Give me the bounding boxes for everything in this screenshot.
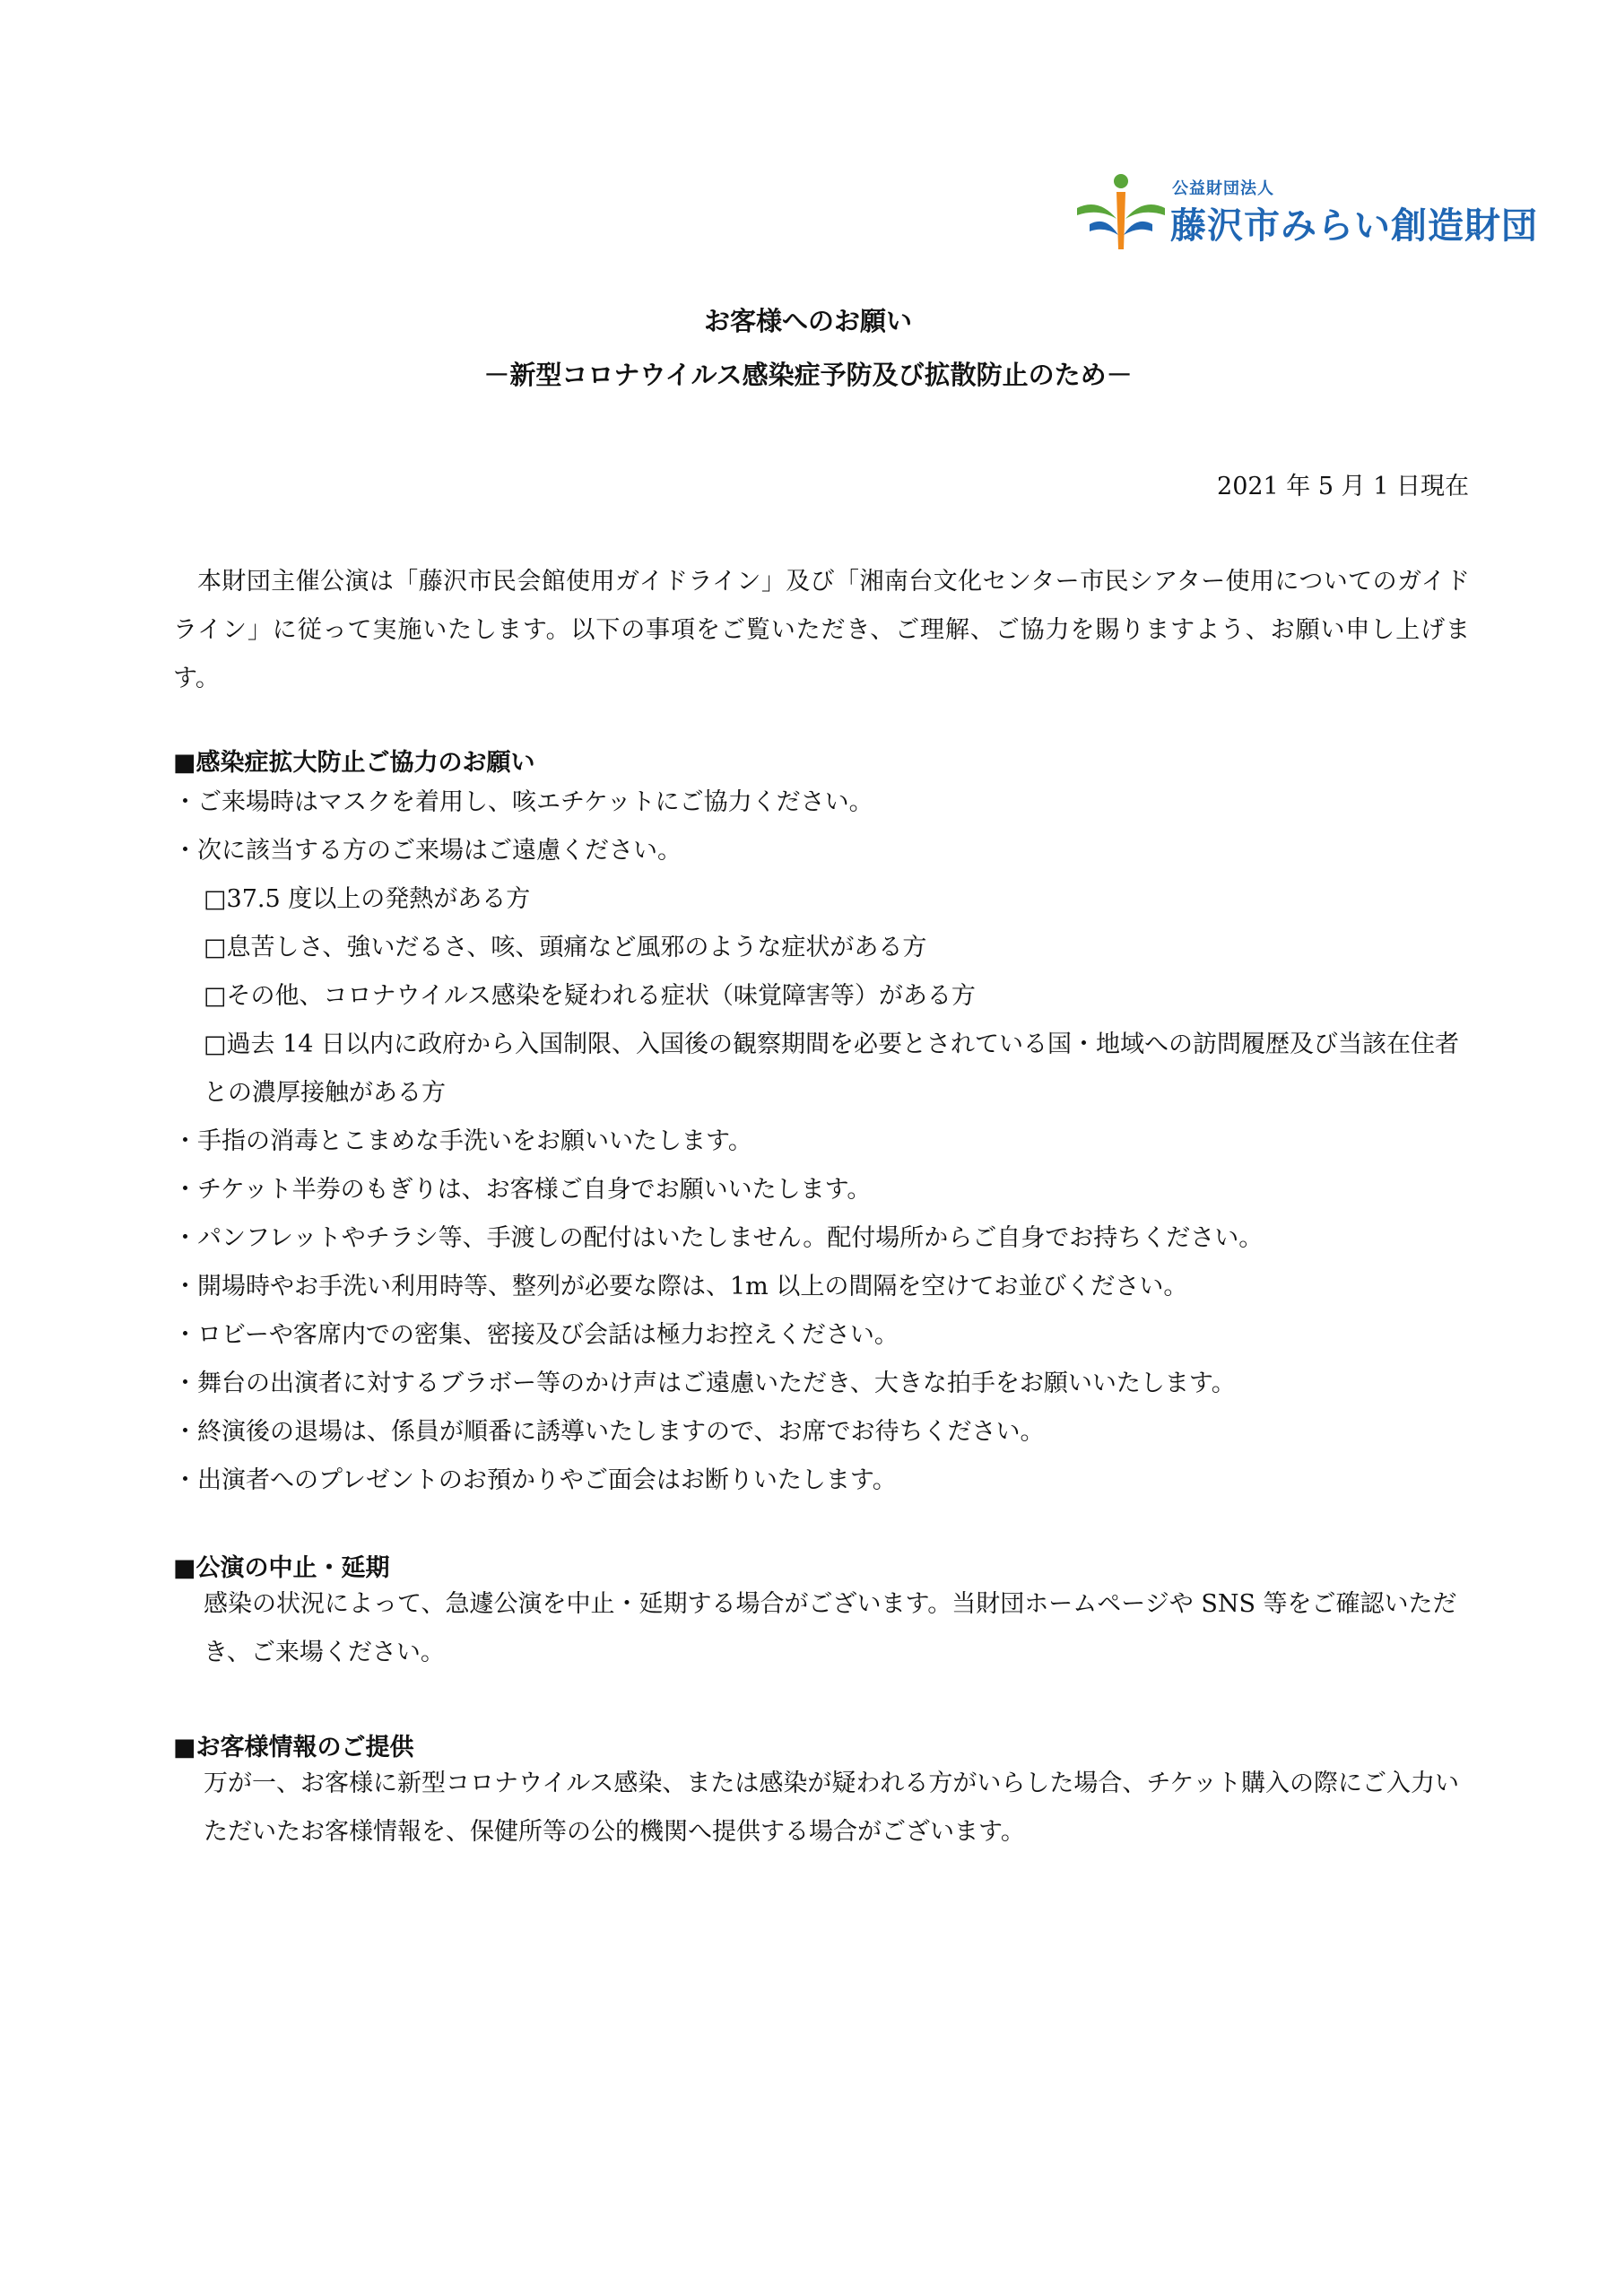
document-title: お客様へのお願い — [703, 306, 912, 336]
list-item: ・ご来場時はマスクを着用し、咳エチケットにご協力ください。 — [173, 788, 873, 816]
intro-paragraph: 本財団主催公演は「藤沢市民会館使用ガイドライン」及び「湘南台文化センター市民シアター使用についてのガイドライン」に従って実施いたします。以下の事項をご覧いただき、ご理解、ご協力を賜りますよう、お願い申し上げます。 — [173, 568, 1470, 692]
customer-info-paragraph: 万が一、お客様に新型コロナウイルス感染、または感染が疑われる方がいらした場合、チケット購入の際にご入力いただいたお客様情報を、保健所等の公的機関へ提供する場合がございます。 — [204, 1770, 1459, 1846]
list-item: ・終演後の退場は、係員が順番に誘導いたしますので、お席でお待ちください。 — [173, 1418, 1045, 1446]
section-heading-customer-info: ■お客様情報のご提供 — [173, 1734, 414, 1761]
section-heading-infection-prevention: ■感染症拡大防止ご協力のお願い — [173, 749, 535, 777]
document-subtitle: －新型コロナウイルス感染症予防及び拡散防止のため－ — [483, 360, 1133, 390]
list-item: ・チケット半券のもぎりは、お客様ご自身でお願いいたします。 — [173, 1176, 872, 1204]
checkbox-item: □息苦しさ、強いだるさ、咳、頭痛など風邪のような症状がある方 — [204, 934, 927, 961]
list-item: ・手指の消毒とこまめな手洗いをお願いいたします。 — [173, 1127, 752, 1155]
checkbox-item: □過去 14 日以内に政府から入国制限、入国後の観察期間を必要とされている国・地域への訪問履歴及び当該在住者との濃厚接触がある方 — [204, 1031, 1460, 1107]
section-heading-cancellation: ■公演の中止・延期 — [173, 1554, 390, 1582]
infection-prevention-list — [173, 778, 1470, 1505]
checkbox-item: □その他、コロナウイルス感染を疑われる症状（味覚障害等）がある方 — [204, 982, 976, 1010]
foundation-logo — [1072, 172, 1538, 253]
checkbox-item: □37.5 度以上の発熱がある方 — [204, 885, 531, 913]
list-item: ・開場時やお手洗い利用時等、整列が必要な際は、1m 以上の間隔を空けてお並びください。 — [173, 1273, 1188, 1300]
logo-name: 藤沢市みらい創造財団 — [1170, 205, 1538, 247]
document-date: 2021 年 5 月 1 日現在 — [1217, 473, 1469, 500]
list-item: ・出演者へのプレゼントのお預かりやご面会はお断りいたします。 — [173, 1466, 897, 1494]
list-item: ・ロビーや客席内での密集、密接及び会話は極力お控えください。 — [173, 1321, 899, 1349]
logo-subtitle: 公益財団法人 — [1172, 179, 1274, 198]
list-item: ・パンフレットやチラシ等、手渡しの配付はいたしません。配付場所からご自身でお持ちください。 — [173, 1224, 1264, 1252]
cancellation-paragraph: 感染の状況によって、急遽公演を中止・延期する場合がございます。当財団ホームページや SNS 等をご確認いただき、ご来場ください。 — [204, 1590, 1457, 1666]
list-item: ・舞台の出演者に対するブラボー等のかけ声はご遠慮いただき、大きな拍手をお願いいたします。 — [173, 1370, 1236, 1397]
foundation-logo-icon — [1072, 172, 1170, 253]
list-item: ・次に該当する方のご来場はご遠慮ください。 — [173, 837, 682, 865]
